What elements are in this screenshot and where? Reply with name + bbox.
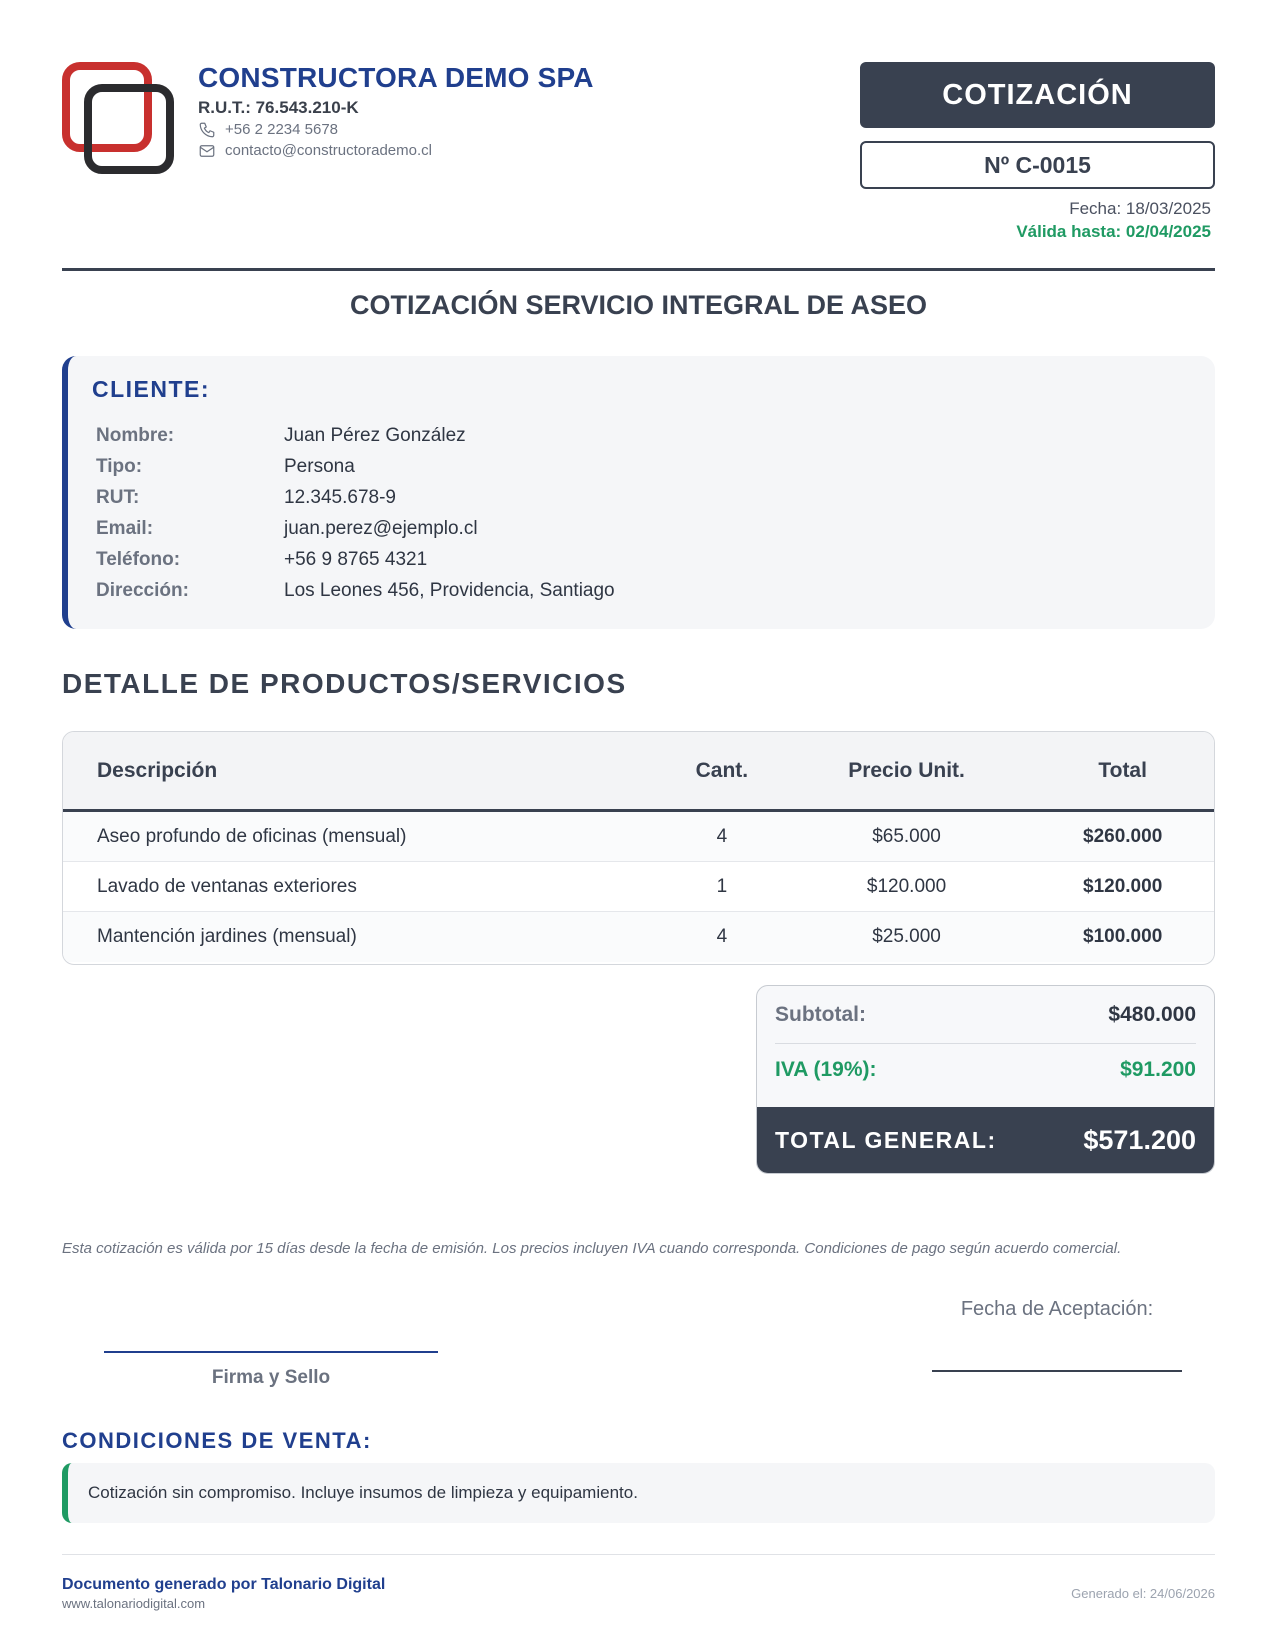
mail-icon	[198, 142, 216, 160]
company-name: CONSTRUCTORA DEMO SPA	[198, 62, 594, 93]
cell-unit-price: $25.000	[872, 926, 941, 947]
company-rut: R.U.T.: 76.543.210-K	[198, 98, 359, 117]
cell-total: $120.000	[1083, 875, 1163, 897]
grand-total-row	[757, 1107, 1214, 1173]
client-value: +56 9 8765 4321	[284, 548, 428, 570]
iva-value: $91.200	[1120, 1058, 1196, 1081]
iva-label: IVA (19%):	[775, 1058, 877, 1081]
iva-row	[775, 1044, 1196, 1096]
conditions-title: CONDICIONES DE VENTA:	[62, 1428, 372, 1453]
client-value: Los Leones 456, Providencia, Santiago	[284, 579, 615, 601]
client-value: 12.345.678-9	[284, 486, 396, 508]
cell-quantity: 1	[716, 875, 728, 897]
company-phone	[198, 121, 594, 139]
signature-label: Firma y Sello	[211, 1367, 331, 1388]
grand-total-label: TOTAL GENERAL:	[775, 1126, 997, 1153]
client-value: juan.perez@ejemplo.cl	[284, 517, 478, 539]
grand-total-value: $571.200	[1083, 1124, 1196, 1155]
client-row-address	[96, 575, 615, 606]
conditions-text: Cotización sin compromiso. Incluye insumos de limpieza y equipamiento.	[88, 1483, 638, 1502]
document-type: COTIZACIÓN	[860, 62, 1215, 128]
table-row	[63, 862, 1214, 912]
cell-description: Aseo profundo de oficinas (mensual)	[97, 825, 407, 847]
table-header	[63, 732, 1214, 812]
client-label: Dirección:	[96, 579, 189, 601]
issue-date: Fecha: 18/03/2025	[1069, 199, 1211, 218]
cell-quantity: 4	[716, 926, 728, 947]
client-heading: CLIENTE:	[92, 376, 211, 402]
header-unit-price: Precio Unit.	[848, 758, 965, 782]
client-value: Juan Pérez González	[284, 424, 466, 446]
client-row-name	[96, 420, 615, 451]
client-label: RUT:	[96, 486, 140, 508]
signature-line	[104, 1351, 438, 1353]
client-label: Nombre:	[96, 424, 175, 446]
details-section-title: DETALLE DE PRODUCTOS/SERVICIOS	[62, 668, 627, 699]
document-dates	[1016, 197, 1211, 243]
table-row	[63, 912, 1214, 962]
table-row	[63, 812, 1214, 862]
client-label: Tipo:	[96, 455, 143, 477]
cell-unit-price: $120.000	[866, 875, 947, 897]
acceptance-date-label: Fecha de Aceptación:	[960, 1298, 1154, 1320]
header-total: Total	[1098, 758, 1147, 782]
header-description: Descripción	[97, 758, 218, 782]
client-row-rut	[96, 482, 615, 513]
company-email	[198, 142, 594, 160]
cell-unit-price: $65.000	[872, 825, 941, 847]
company-info	[198, 62, 594, 160]
valid-until: Válida hasta: 02/04/2025	[1016, 222, 1211, 241]
subtotal-value: $480.000	[1108, 1002, 1196, 1026]
cell-total: $100.000	[1083, 926, 1163, 947]
table-body	[63, 812, 1214, 962]
acceptance-date-line	[932, 1370, 1182, 1372]
document-number: Nº C-0015	[860, 141, 1215, 189]
header-quantity: Cant.	[695, 758, 749, 782]
footer-url[interactable]: www.talonariodigital.com	[62, 1596, 206, 1611]
footer-divider	[62, 1554, 1215, 1555]
client-row-phone	[96, 544, 615, 575]
subtotal-label: Subtotal:	[775, 1002, 866, 1026]
client-label: Teléfono:	[96, 548, 181, 570]
client-value: Persona	[284, 455, 355, 477]
company-email-text: contacto@constructorademo.cl	[225, 142, 432, 159]
header-divider	[62, 268, 1215, 271]
cell-description: Lavado de ventanas exteriores	[97, 875, 357, 897]
conditions-box	[62, 1463, 1215, 1523]
client-row-type	[96, 451, 615, 482]
generated-date: Generado el: 24/06/2026	[1071, 1586, 1215, 1601]
subtotal-row	[775, 986, 1196, 1044]
page-title: COTIZACIÓN SERVICIO INTEGRAL DE ASEO	[349, 290, 928, 320]
validity-note: Esta cotización es válida por 15 días desde la fecha de emisión. Los precios incluyen IVA cuando corresponda. Condiciones de pago según acuerdo comercial.	[62, 1240, 1122, 1257]
details-table	[62, 731, 1215, 965]
phone-icon	[198, 121, 216, 139]
client-row-email	[96, 513, 615, 544]
footer-brand: Documento generado por Talonario Digital	[62, 1576, 386, 1593]
client-card	[62, 356, 1215, 629]
client-rows	[96, 420, 615, 606]
client-label: Email:	[96, 517, 154, 539]
cell-description: Mantención jardines (mensual)	[97, 926, 357, 947]
company-logo	[62, 62, 178, 178]
company-phone-text: +56 2 2234 5678	[225, 121, 339, 138]
footer-brand-block	[62, 1575, 385, 1612]
totals-box	[756, 985, 1215, 1174]
cell-quantity: 4	[716, 825, 728, 847]
cell-total: $260.000	[1083, 825, 1163, 847]
